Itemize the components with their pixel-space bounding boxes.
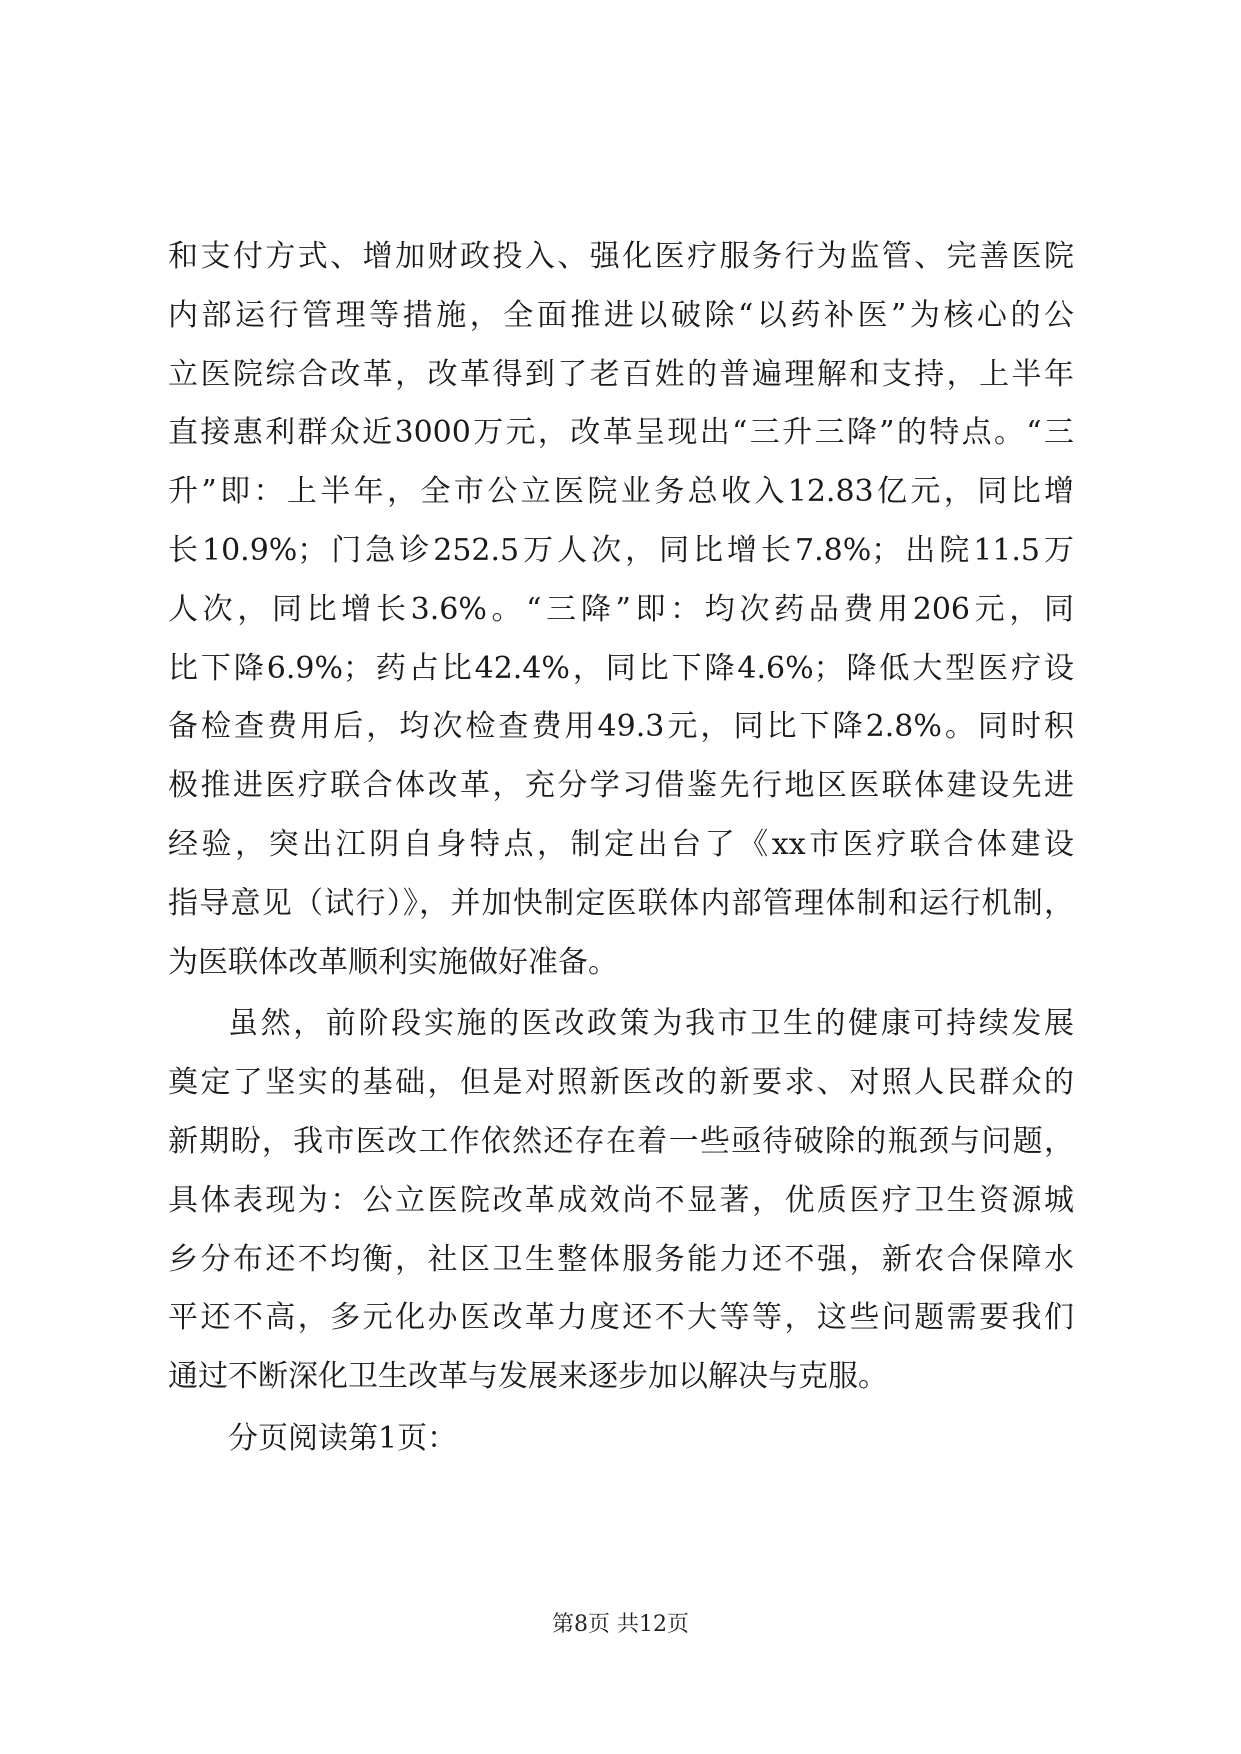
paragraph (168, 995, 1074, 1407)
page-footer: 第8页 共12页 (552, 1612, 689, 1637)
text-line: 直接惠利群众近3000万元，改革呈现出“三升三降”的特点。“三 (168, 415, 1074, 451)
paragraph (168, 1410, 1074, 1469)
body-text (168, 228, 1074, 1469)
text-line: 通过不断深化卫生改革与发展来逐步加以解决与克服。 (168, 1359, 888, 1395)
text-line: 虽然，前阶段实施的医改政策为我市卫生的健康可持续发展 (228, 1006, 1074, 1042)
text-line: 立医院综合改革，改革得到了老百姓的普遍理解和支持，上半年 (168, 356, 1074, 392)
paragraph (168, 228, 1074, 992)
text-line: 极推进医疗联合体改革，充分学习借鉴先行地区医联体建设先进 (168, 768, 1074, 804)
text-line: 和支付方式、增加财政投入、强化医疗服务行为监管、完善医院 (168, 239, 1074, 274)
text-line: 具体表现为：公立医院改革成效尚不显著，优质医疗卫生资源城 (168, 1182, 1074, 1218)
text-line: 备检查费用后，均次检查费用49.3元，同比下降2.8%。同时积 (168, 709, 1074, 745)
text-line: 奠定了坚实的基础，但是对照新医改的新要求、对照人民群众的 (168, 1065, 1074, 1101)
text-line: 乡分布还不均衡，社区卫生整体服务能力还不强，新农合保障水 (168, 1241, 1074, 1277)
text-line: 平还不高，多元化办医改革力度还不大等等，这些问题需要我们 (168, 1300, 1074, 1336)
text-line: 人次，同比增长3.6%。“三降”即：均次药品费用206元，同 (168, 591, 1074, 627)
text-line: 为医联体改革顺利实施做好准备。 (168, 944, 618, 980)
text-line: 经验，突出江阴自身特点，制定出台了《xx市医疗联合体建设 (168, 826, 1074, 862)
text-line: 长10.9%；门急诊252.5万人次，同比增长7.8%；出院11.5万 (168, 532, 1074, 568)
text-line: 升”即：上半年，全市公立医院业务总收入12.83亿元，同比增 (168, 474, 1074, 510)
text-line: 指导意见（试行）》，并加快制定医联体内部管理体制和运行机制， (168, 885, 1074, 921)
text-line: 分页阅读第1页： (228, 1420, 458, 1456)
text-line: 新期盼，我市医改工作依然还存在着一些亟待破除的瓶颈与问题， (168, 1123, 1074, 1159)
text-line: 内部运行管理等措施，全面推进以破除“以药补医”为核心的公 (168, 297, 1074, 333)
text-line: 比下降6.9%；药占比42.4%，同比下降4.6%；降低大型医疗设 (168, 650, 1074, 686)
